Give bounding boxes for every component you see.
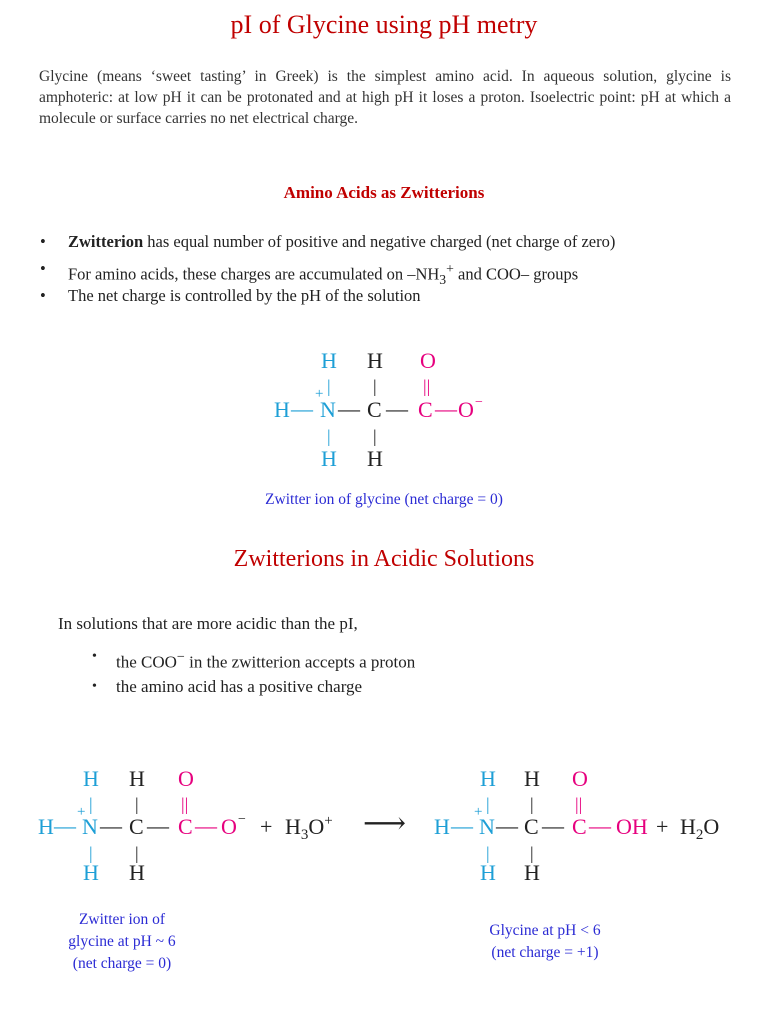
- section-heading-zwitterions: Amino Acids as Zwitterions: [283, 183, 485, 202]
- intro-paragraph: Glycine (means ‘sweet tasting’ in Greek) is the simplest amino acid. In aqueous solution, glycine is amphoteric: at low pH it can be protonated and at high pH it loses a proton. Isoelectric point: pH at which a molecule or surface carries no net electrical charge.: [39, 68, 731, 127]
- atom-h: H: [274, 397, 290, 422]
- atom-h: H: [129, 860, 145, 885]
- atom-h: H: [38, 814, 54, 839]
- atom-o: O: [221, 814, 237, 839]
- atom-c: C: [178, 814, 193, 839]
- positive-charge: +: [77, 804, 86, 820]
- negative-charge: −: [238, 812, 246, 827]
- bullet-text: the amino acid has a positive charge: [116, 677, 363, 696]
- bond-vertical: |: [486, 843, 490, 863]
- atom-h: H: [480, 766, 496, 791]
- plus-sign: +: [260, 814, 273, 839]
- bond-horizontal: —: [451, 813, 473, 838]
- bond-vertical: |: [135, 794, 139, 814]
- bond-horizontal: —: [54, 813, 76, 838]
- bond-double: ||: [181, 794, 189, 814]
- bond-vertical: |: [530, 794, 534, 814]
- atom-h: H: [524, 766, 540, 791]
- page-title: pI of Glycine using pH metry: [230, 10, 538, 39]
- bullet-text: The net charge is controlled by the pH of the solution: [68, 286, 421, 305]
- bond-double: ||: [575, 794, 583, 814]
- atom-h: H: [321, 348, 337, 373]
- bullet-item: [92, 672, 415, 702]
- bond-horizontal: —: [338, 396, 360, 421]
- caption-line: (net charge = +1): [491, 944, 599, 961]
- caption-line: (net charge = 0): [72, 955, 172, 972]
- atom-h: H: [480, 860, 496, 885]
- bullet-text: For amino acids, these charges are accumulated on –NH: [68, 264, 440, 284]
- bond-vertical: |: [327, 426, 331, 446]
- section-heading-acidic: Zwitterions in Acidic Solutions: [233, 546, 535, 572]
- bond-vertical: |: [373, 376, 377, 396]
- bullet-bold-term: Zwitterion: [68, 232, 144, 251]
- acidic-intro-text: In solutions that are more acidic than the pI,: [58, 614, 358, 633]
- bond-vertical: |: [89, 843, 93, 863]
- hydroxyl-group: OH: [616, 814, 648, 839]
- bullet-item: [92, 642, 415, 672]
- bond-double: ||: [423, 376, 431, 396]
- atom-h: H: [367, 446, 383, 471]
- product-caption: [470, 920, 620, 964]
- atom-c: C: [418, 397, 433, 422]
- caption-line: glycine at pH ~ 6: [68, 933, 176, 950]
- atom-h: H: [367, 348, 383, 373]
- bullet-dot: •: [40, 232, 46, 251]
- atom-o: O: [458, 397, 474, 422]
- superscript: −: [176, 649, 185, 665]
- atom-o: O: [178, 766, 194, 791]
- caption-line: Zwitter ion of: [78, 911, 166, 928]
- bond-horizontal: —: [386, 396, 408, 421]
- bullet-item: [40, 282, 740, 309]
- bond-vertical: |: [530, 843, 534, 863]
- positive-charge: +: [315, 386, 324, 402]
- bond-vertical: |: [135, 843, 139, 863]
- bullet-item: [40, 255, 740, 287]
- hydronium-ion: $H_3O^+$: [285, 813, 333, 843]
- protonation-reaction: [30, 760, 738, 890]
- atom-o: O: [420, 348, 436, 373]
- positive-charge: +: [474, 804, 483, 820]
- bullet-item: [40, 228, 740, 255]
- bond-horizontal: —: [542, 813, 564, 838]
- bond-vertical: |: [327, 376, 331, 396]
- bond-vertical: |: [89, 794, 93, 814]
- atom-h: H: [524, 860, 540, 885]
- bullet-text: in the zwitterion accepts a proton: [184, 652, 416, 672]
- bond-horizontal: —: [589, 813, 611, 838]
- bullet-dot: •: [92, 649, 97, 664]
- bullet-text: and COO– groups: [453, 264, 579, 284]
- reactant-caption: [52, 909, 192, 975]
- atom-o: O: [572, 766, 588, 791]
- superscript: +: [446, 261, 454, 276]
- atom-n: N: [479, 814, 495, 839]
- glycine-zwitterion-structure: [270, 342, 510, 477]
- atom-h: H: [83, 860, 99, 885]
- atom-h: H: [83, 766, 99, 791]
- atom-h: H: [129, 766, 145, 791]
- zwitterion-caption: Zwitter ion of glycine (net charge = 0): [265, 491, 503, 508]
- atom-n: N: [320, 397, 336, 422]
- bond-horizontal: —: [147, 813, 169, 838]
- atom-c: C: [572, 814, 587, 839]
- bullet-dot: •: [40, 259, 46, 278]
- bullet-dot: •: [40, 286, 46, 305]
- zwitterion-bullet-list: [40, 228, 740, 309]
- water-molecule: $H_2O$: [680, 814, 720, 843]
- atom-h: H: [434, 814, 450, 839]
- atom-c: C: [524, 814, 539, 839]
- negative-charge: −: [475, 395, 483, 410]
- caption-line: Glycine at pH < 6: [489, 922, 601, 939]
- bond-vertical: |: [486, 794, 490, 814]
- bond-horizontal: —: [100, 813, 122, 838]
- atom-h: H: [321, 446, 337, 471]
- atom-n: N: [82, 814, 98, 839]
- atom-c: C: [367, 397, 382, 422]
- atom-c: C: [129, 814, 144, 839]
- reaction-arrow: ⟶: [363, 807, 407, 840]
- subscript: 3: [439, 271, 447, 287]
- bond-horizontal: —: [435, 396, 457, 421]
- plus-sign: +: [656, 814, 669, 839]
- bullet-dot: •: [92, 679, 97, 694]
- bond-vertical: |: [373, 426, 377, 446]
- bond-horizontal: —: [291, 396, 313, 421]
- acidic-bullet-list: [92, 642, 415, 702]
- bullet-text: the COO: [116, 652, 177, 672]
- bond-horizontal: —: [496, 813, 518, 838]
- bond-horizontal: —: [195, 813, 217, 838]
- bullet-text: has equal number of positive and negative charged (net charge of zero): [143, 232, 616, 251]
